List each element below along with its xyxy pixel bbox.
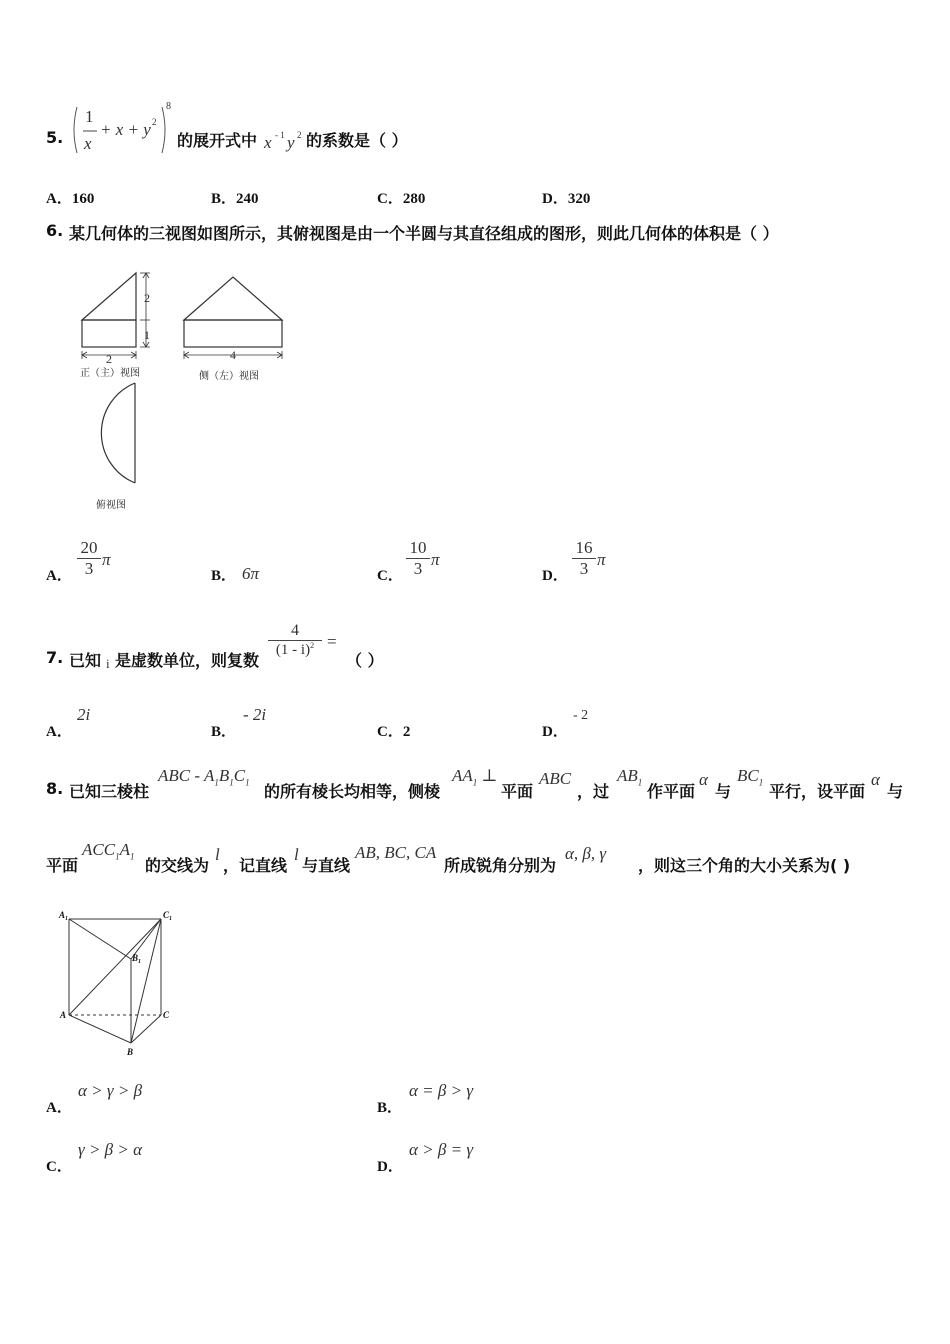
edge-bc1: $BC_1$ <box>737 766 764 788</box>
plane-acc1a1: $ACC_1A_1$ <box>82 840 135 862</box>
imaginary-unit: i <box>106 656 110 671</box>
term-y-exponent: 2 <box>297 130 302 140</box>
option-d-value: - 2 <box>573 708 589 723</box>
option-c: C．2 <box>377 724 411 740</box>
vertex-c: C <box>163 1010 170 1020</box>
top-view <box>101 383 135 483</box>
option-d-fraction: $\frac{16}{3}$ <box>572 538 596 579</box>
equals-sign: = <box>327 632 337 651</box>
question-text: 平行，设平面 <box>769 782 866 801</box>
option-d-value: α > β = γ <box>409 1140 474 1159</box>
vertex-b1: $B_1$ <box>132 953 142 965</box>
option-b-value: 6π <box>242 564 260 583</box>
question-text: 的系数是（ ） <box>306 131 408 150</box>
prism-name: ABC - $A_1B_1C_1$ <box>158 766 250 788</box>
complex-fraction: $\frac{4}{(1 - i)^2}$ <box>268 622 322 659</box>
term-y: y <box>287 133 295 152</box>
dim-2-width: 2 <box>106 352 112 366</box>
question-text: 的交线为 <box>145 856 210 875</box>
question-number: 5. <box>46 128 64 147</box>
option-b-label: B． <box>377 1100 403 1116</box>
three-view-figure <box>70 265 290 515</box>
question-text: 已知 <box>69 651 102 670</box>
question-text: 所成锐角分别为 <box>444 856 557 875</box>
question-text: ，过 <box>577 782 610 801</box>
question-text: 平面 <box>501 782 534 801</box>
option-d-pi: π <box>597 550 606 569</box>
option-b-value: α = β > γ <box>409 1081 474 1100</box>
option-a-fraction: $\frac{20}{3}$ <box>77 538 101 579</box>
question-number: 8. <box>46 779 64 798</box>
option-d-label: D． <box>542 568 568 584</box>
option-a-pi: π <box>102 550 111 569</box>
question-text: ，则这三个角的大小关系为( ) <box>638 856 851 875</box>
option-c: C．280 <box>377 191 426 207</box>
option-a-label: A． <box>46 724 72 740</box>
question-text: 某几何体的三视图如图所示，其俯视图是由一个半圆与其直径组成的图形，则此几何体的体积是（ ） <box>69 224 779 243</box>
fraction-numerator: 1 <box>85 107 94 126</box>
dim-4-width: 4 <box>230 348 236 362</box>
option-c-label: C． <box>46 1159 72 1175</box>
option-a-value: 2i <box>77 705 91 724</box>
dim-2-vertical: 2 <box>144 291 150 305</box>
top-view-caption: 俯视图 <box>96 500 126 511</box>
vertex-b: B <box>127 1047 134 1057</box>
option-b: B．240 <box>211 191 259 207</box>
question-text: 与 <box>887 782 904 801</box>
option-c-fraction: $\frac{10}{3}$ <box>406 538 430 579</box>
line-l: l <box>294 845 299 864</box>
question-text: 的所有棱长均相等，侧棱 <box>264 782 441 801</box>
question-number: 6. <box>46 221 64 240</box>
lines-list: AB, BC, CA <box>355 843 437 862</box>
option-d-label: D． <box>377 1159 403 1175</box>
prism-figure <box>55 905 185 1060</box>
question-text: 是虚数单位，则复数 <box>115 651 260 670</box>
exponent: 2 <box>152 117 157 127</box>
edge-aa1: $AA_1$ ⊥ <box>452 766 498 788</box>
dim-1-vertical: 1 <box>144 328 150 342</box>
angles-list: α, β, γ <box>565 844 607 863</box>
question-text: 已知三棱柱 <box>69 782 150 801</box>
alpha: α <box>699 770 708 789</box>
option-a-label: A． <box>46 568 72 584</box>
plane-abc: ABC <box>539 769 572 788</box>
power: 8 <box>166 101 171 112</box>
front-view <box>82 273 150 359</box>
option-d-label: D． <box>542 724 568 740</box>
question-text: 平面 <box>46 856 79 875</box>
option-b-label: B． <box>211 724 237 740</box>
question-text: 的展开式中 <box>177 131 258 150</box>
vertex-a: A <box>60 1010 67 1020</box>
question-text: 作平面 <box>647 782 696 801</box>
side-view-caption: 侧（左）视图 <box>199 371 259 382</box>
question-text: 与 <box>715 782 732 801</box>
question-number: 7. <box>46 648 64 667</box>
option-b-label: B． <box>211 568 237 584</box>
term-x-exponent: - 1 <box>275 130 285 140</box>
line-l: l <box>215 845 220 864</box>
question-text: （ ） <box>346 651 384 670</box>
fraction-denominator: x <box>84 134 92 153</box>
option-b-value: - 2i <box>243 705 267 724</box>
term-x: x <box>264 133 272 152</box>
option-a-label: A． <box>46 1100 72 1116</box>
side-view <box>184 277 282 359</box>
option-c-label: C． <box>377 568 403 584</box>
expression-terms: + x + y <box>100 120 151 139</box>
question-text: ，记直线 <box>223 856 288 875</box>
option-c-pi: π <box>431 550 440 569</box>
question-text: 与直线 <box>302 856 351 875</box>
vertex-a1: $A_1$ <box>59 910 69 922</box>
front-view-caption: 正（主）视图 <box>80 368 140 379</box>
option-d: D．320 <box>542 191 591 207</box>
vertex-c1: $C_1$ <box>163 910 173 922</box>
option-a-value: α > γ > β <box>78 1081 143 1100</box>
alpha: α <box>871 770 880 789</box>
edge-ab1: $AB_1$ <box>617 766 643 788</box>
option-a: A．160 <box>46 191 95 207</box>
option-c-value: γ > β > α <box>78 1140 143 1159</box>
